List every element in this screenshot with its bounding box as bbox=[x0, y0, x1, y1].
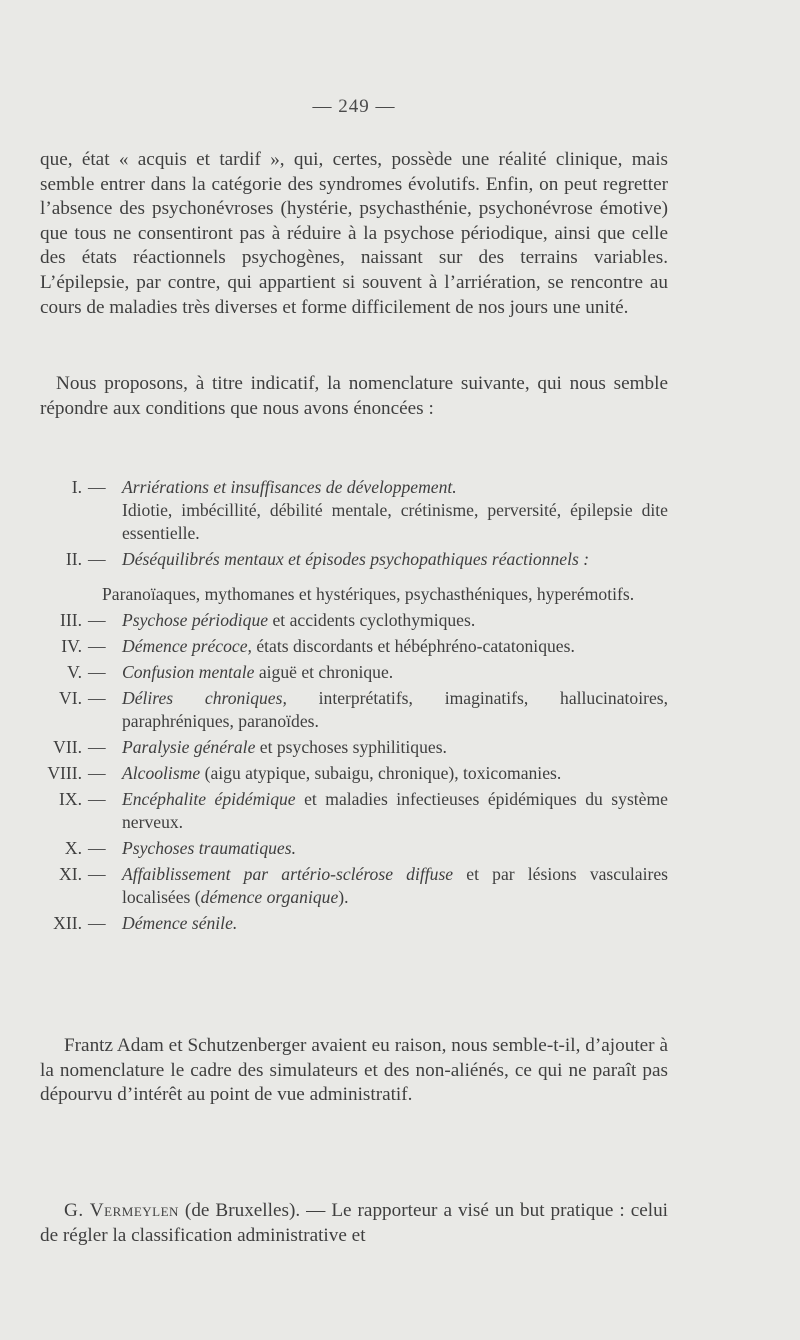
item-text: aiguë et chronique. bbox=[254, 662, 394, 682]
list-item bbox=[40, 635, 668, 658]
list-item bbox=[40, 762, 668, 785]
item-dash: — bbox=[88, 636, 106, 656]
item-title: Démence sénile. bbox=[122, 913, 238, 933]
item-number: II. bbox=[65, 549, 82, 569]
item-number: VI. bbox=[59, 688, 82, 708]
list-item bbox=[40, 476, 668, 499]
item-dash: — bbox=[88, 763, 106, 783]
paragraph-1 bbox=[40, 148, 668, 320]
item-number: X. bbox=[64, 838, 82, 858]
paragraph-1-text: que, état « acquis et tardif », qui, certes, possède une réalité clinique, mais semble entrer dans la catégorie des syndromes évolutifs. Enfin, on peut regretter l’absence des psychonévroses (hystérie, psychasthénie, psychonévrose émotive) que tous ne consentiront pas à réduire à la psychose périodique, ainsi que celle des états réactionnels psychogènes, naissant sur des terrains variables. L’épilepsie, par contre, qui appartient si souvent à l’arriération, se rencontre au cours de maladies très diverses et forme difficilement de nos jours une unité. bbox=[40, 149, 668, 318]
item-number: IV. bbox=[61, 636, 82, 656]
list-item bbox=[40, 661, 668, 684]
list-item bbox=[40, 736, 668, 759]
item-dash: — bbox=[88, 789, 106, 809]
list-item-detail: Idiotie, imbécillité, débilité mentale, crétinisme, perversité, épilepsie dite essentielle. bbox=[122, 500, 668, 543]
item-number: V. bbox=[67, 662, 82, 682]
item-dash: — bbox=[88, 610, 106, 630]
item-dash: — bbox=[88, 737, 106, 757]
paragraph-2-text: Nous proposons, à titre indicatif, la nomenclature suivante, qui nous semble répondre aux conditions que nous avons énoncées : bbox=[40, 373, 668, 419]
nomenclature-list bbox=[40, 476, 668, 935]
item-title: Confusion mentale bbox=[122, 662, 255, 682]
item-dash: — bbox=[88, 838, 106, 858]
paragraph-4 bbox=[40, 1199, 668, 1248]
item-number: VIII. bbox=[47, 763, 82, 783]
item-text: et psychoses syphilitiques. bbox=[255, 737, 447, 757]
item-title: Déséquilibrés mentaux et épisodes psychopathiques réactionnels : bbox=[122, 549, 590, 569]
item-number: IX. bbox=[59, 789, 82, 809]
item-text: et maladies infectieuses épidémiques du système nerveux. bbox=[122, 789, 668, 832]
paragraph-4-text bbox=[40, 1199, 668, 1248]
item-dash: — bbox=[88, 688, 106, 708]
paragraph-3 bbox=[40, 1034, 668, 1108]
list-item bbox=[40, 912, 668, 935]
page-number: — 249 — bbox=[312, 96, 396, 117]
item-number: VII. bbox=[53, 737, 82, 757]
item-number: XII. bbox=[53, 913, 82, 933]
list-item-detail: Paranoïaques, mythomanes et hystériques, psychasthéniques, hyperémotifs. bbox=[102, 584, 635, 604]
item-text-2: ). bbox=[338, 887, 349, 907]
item-dash: — bbox=[88, 913, 106, 933]
item-title: Délires chroniques, bbox=[122, 688, 287, 708]
item-title: Encéphalite épidémique bbox=[122, 789, 296, 809]
item-dash: — bbox=[88, 549, 106, 569]
item-text: états discordants et hébéphréno-catatoniques. bbox=[251, 636, 575, 656]
item-title: Psychoses traumatiques. bbox=[122, 838, 296, 858]
item-title: Affaiblissement par artério-sclérose diffuse bbox=[122, 864, 454, 884]
list-item bbox=[40, 863, 668, 909]
list-item bbox=[40, 788, 668, 834]
item-dash: — bbox=[88, 477, 106, 497]
item-title: Arriérations et insuffisances de développement. bbox=[122, 477, 457, 497]
list-item bbox=[40, 687, 668, 733]
item-title: Paralysie générale bbox=[122, 737, 256, 757]
item-dash: — bbox=[88, 864, 106, 884]
item-number: XI. bbox=[59, 864, 82, 884]
item-number: III. bbox=[60, 610, 82, 630]
paragraph-4-body: (de Bruxelles). — Le rapporteur a visé un but pratique : celui de régler la classification administrative et bbox=[40, 1200, 669, 1246]
list-item bbox=[40, 609, 668, 632]
paragraph-3-text: Frantz Adam et Schutzenberger avaient eu raison, nous semble-t-il, d’ajouter à la nomenclature le cadre des simulateurs et des non-aliénés, ce qui ne paraît pas dépourvu d’intérêt au point de vue administratif. bbox=[40, 1035, 668, 1106]
item-title-2: démence organique bbox=[200, 887, 339, 907]
item-title: Démence précoce, bbox=[122, 636, 252, 656]
item-text: (aigu atypique, subaigu, chronique), toxicomanies. bbox=[200, 763, 562, 783]
list-item bbox=[40, 548, 668, 571]
item-number: I. bbox=[71, 477, 82, 497]
paragraph-2 bbox=[40, 372, 668, 421]
item-dash: — bbox=[88, 662, 106, 682]
author-name: G. Vermeylen bbox=[64, 1200, 179, 1221]
item-text: et par lésions vasculaires localisées ( bbox=[122, 864, 668, 907]
item-text: et accidents cyclothymiques. bbox=[268, 610, 476, 630]
list-item bbox=[40, 837, 668, 860]
item-text: interprétatifs, imaginatifs, hallucinatoires, paraphréniques, paranoïdes. bbox=[122, 688, 669, 731]
item-title: Alcoolisme bbox=[122, 763, 201, 783]
item-title: Psychose périodique bbox=[122, 610, 269, 630]
